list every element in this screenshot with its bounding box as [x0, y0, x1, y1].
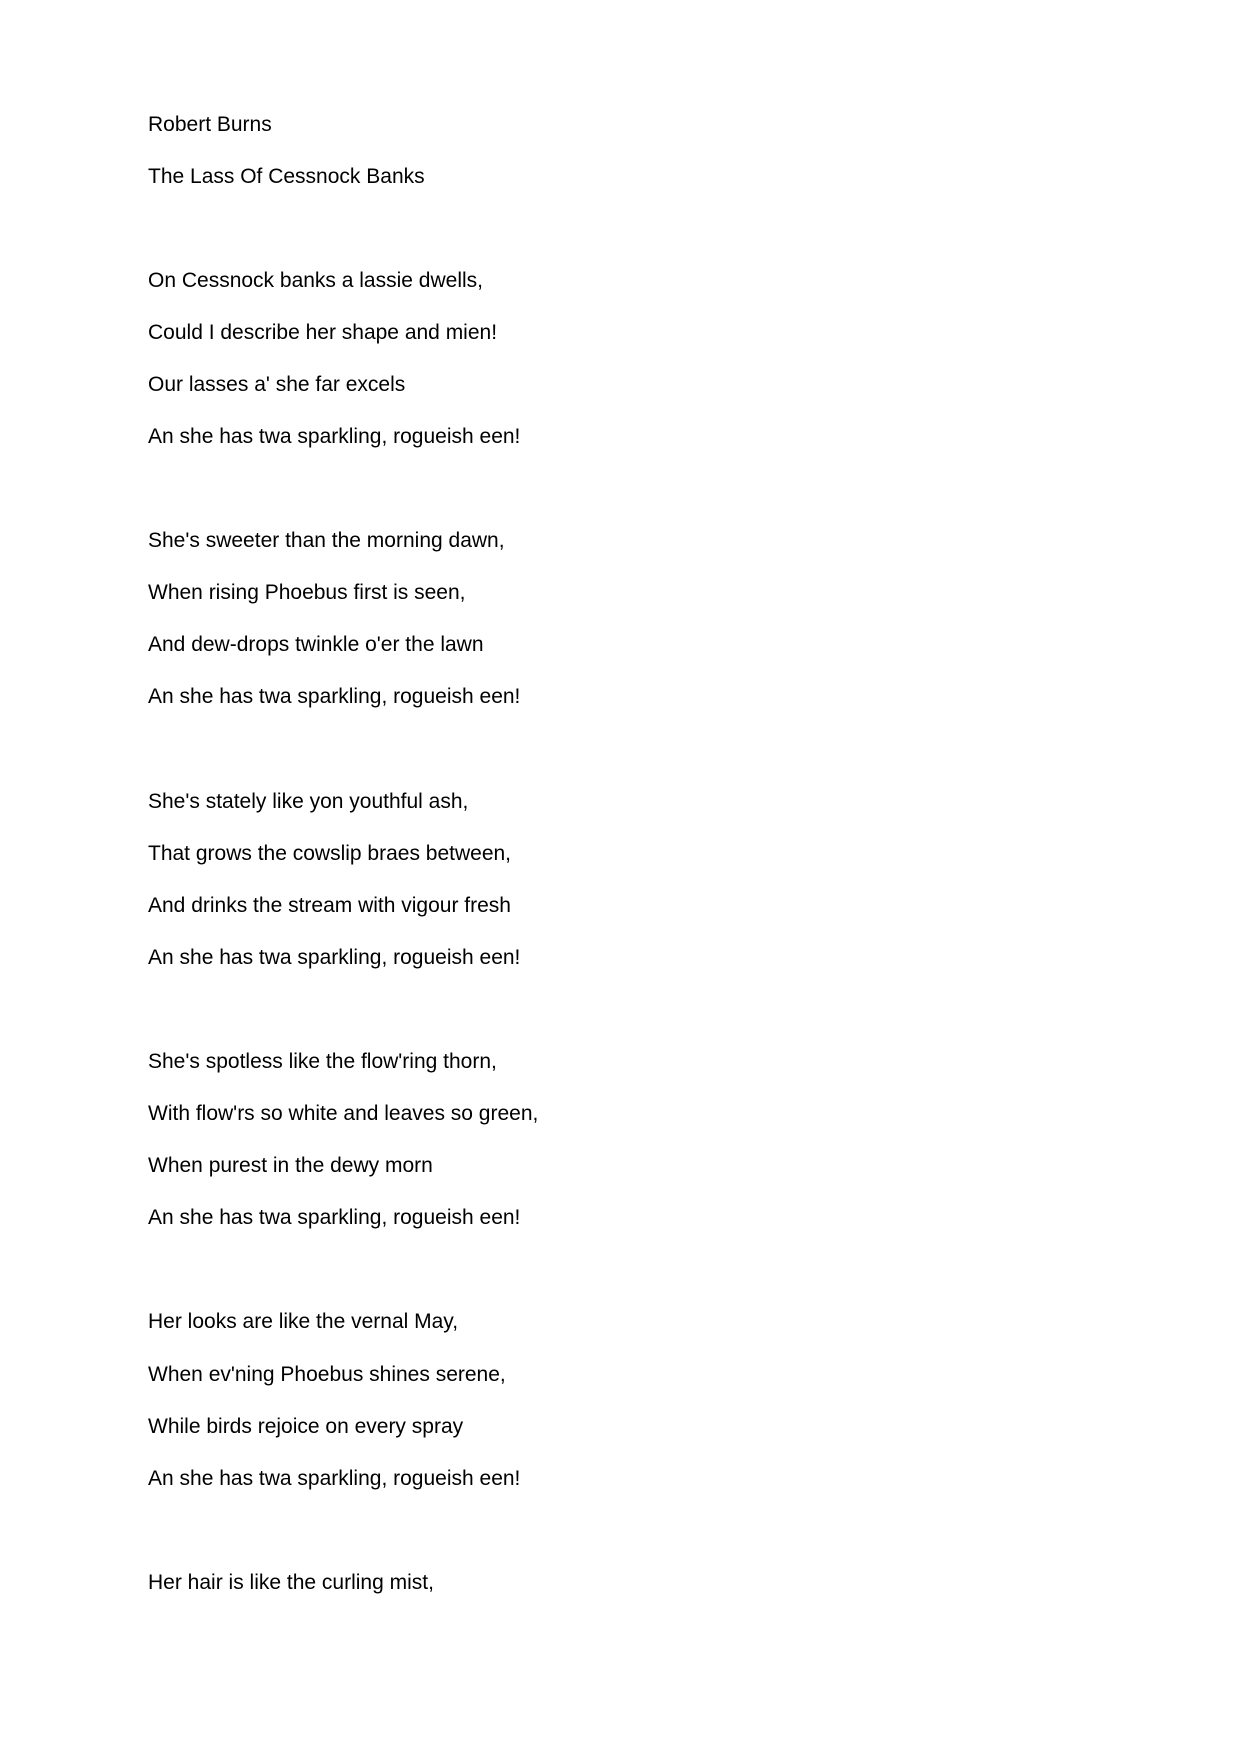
poem-title: The Lass Of Cessnock Banks [148, 165, 425, 188]
poem-line: Our lasses a' she far excels [148, 373, 406, 396]
poem-line: She's sweeter than the morning dawn, [148, 529, 505, 552]
poem-line: An she has twa sparkling, rogueish een! [148, 1206, 521, 1229]
poem-line: When rising Phoebus first is seen, [148, 581, 466, 604]
poem-line: On Cessnock banks a lassie dwells, [148, 269, 483, 292]
poem-line: Her hair is like the curling mist, [148, 1571, 434, 1594]
poem-line: When purest in the dewy morn [148, 1154, 433, 1177]
poem-line: When ev'ning Phoebus shines serene, [148, 1363, 506, 1386]
poem-line: That grows the cowslip braes between, [148, 842, 512, 865]
poem-line: And drinks the stream with vigour fresh [148, 894, 511, 917]
poem-line: While birds rejoice on every spray [148, 1415, 464, 1438]
poem-line: An she has twa sparkling, rogueish een! [148, 425, 521, 448]
poem-line: Her looks are like the vernal May, [148, 1310, 459, 1333]
poem-line: And dew-drops twinkle o'er the lawn [148, 633, 484, 656]
poem-line: An she has twa sparkling, rogueish een! [148, 685, 521, 708]
poem-line: Could I describe her shape and mien! [148, 321, 498, 344]
poem-line: She's stately like yon youthful ash, [148, 790, 469, 813]
poem-line: An she has twa sparkling, rogueish een! [148, 946, 521, 969]
poem-line: She's spotless like the flow'ring thorn, [148, 1050, 497, 1073]
poem-line: With flow'rs so white and leaves so green, [148, 1102, 539, 1125]
poem-line: An she has twa sparkling, rogueish een! [148, 1467, 521, 1490]
author-name: Robert Burns [148, 113, 272, 136]
